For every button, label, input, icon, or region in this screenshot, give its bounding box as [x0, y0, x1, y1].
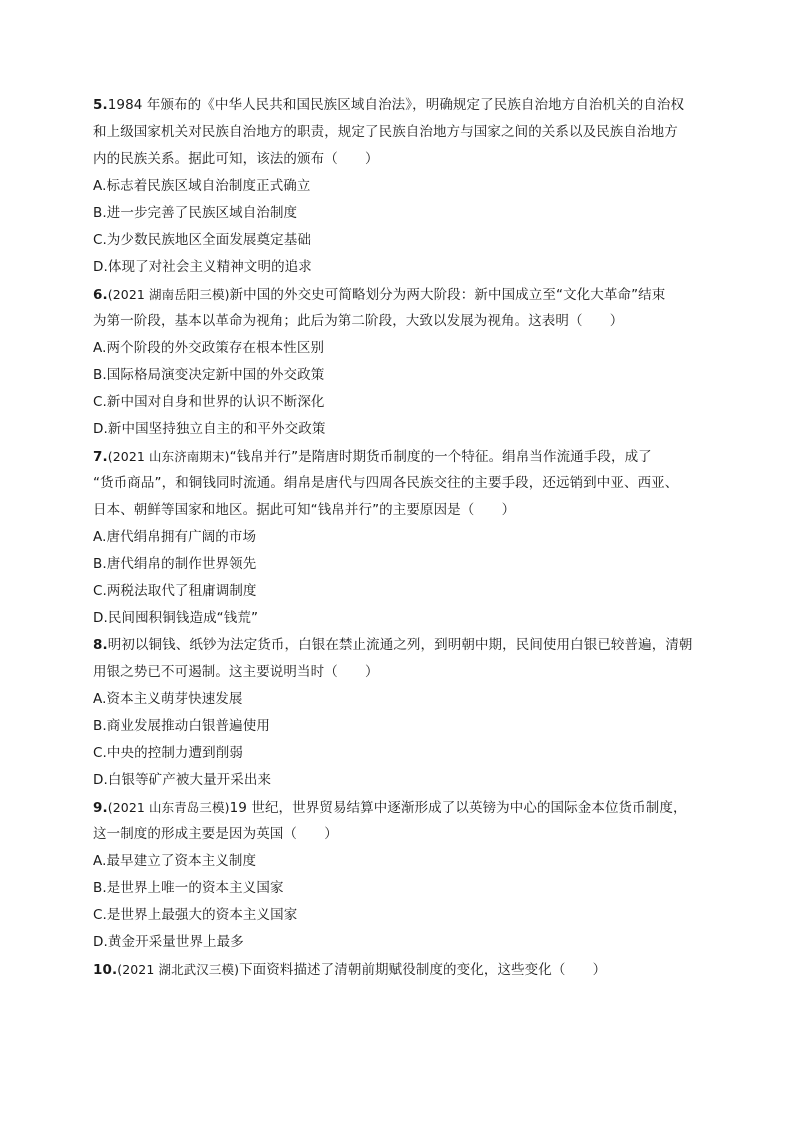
option-d: D.体现了对社会主义精神文明的追求: [93, 259, 312, 275]
option-c: C.新中国对自身和世界的认识不断深化: [93, 394, 325, 410]
question-stem-line: “货币商品”，和铜钱同时流通。绢帛是唐代与四周各民族交往的主要手段，还远销到中亚、西亚、: [93, 475, 679, 491]
option-b: B.是世界上唯一的资本主义国家: [93, 880, 284, 896]
question-stem-text: 19 世纪，世界贸易结算中逐渐形成了以英镑为中心的国际金本位货币制度，: [229, 800, 687, 816]
question-10: [93, 956, 708, 983]
question-stem-line: 日本、朝鲜等国家和地区。据此可知“钱帛并行”的主要原因是（ ）: [93, 502, 516, 518]
option-b: B.国际格局演变决定新中国的外交政策: [93, 367, 325, 383]
question-stem-line: 这一制度的形成主要是因为英国（ ）: [93, 826, 338, 842]
option-b: B.进一步完善了民族区域自治制度: [93, 205, 298, 221]
question-number: 8.: [93, 637, 108, 653]
question-stem-text: “钱帛并行”是隋唐时期货币制度的一个特征。绢帛当作流通手段，成了: [229, 449, 652, 465]
option-d: D.黄金开采量世界上最多: [93, 934, 244, 950]
question-number: 10.: [93, 962, 118, 978]
option-c: C.中央的控制力遭到削弱: [93, 745, 243, 761]
question-stem-line: [93, 443, 708, 470]
document-page: [93, 92, 708, 983]
question-number: 5.: [93, 97, 108, 113]
question-source: (2021 山东青岛三模): [107, 800, 230, 815]
question-number: 9.: [93, 800, 108, 816]
question-source: (2021 湖北武汉三模): [117, 962, 240, 977]
option-a: A.资本主义萌芽快速发展: [93, 691, 243, 707]
option-c: C.是世界上最强大的资本主义国家: [93, 907, 298, 923]
option-b: B.唐代绢帛的制作世界领先: [93, 556, 257, 572]
option-d: D.白银等矿产被大量开采出来: [93, 772, 272, 788]
question-stem-text: 新中国的外交史可简略划分为两大阶段：新中国成立至“文化大革命”结束: [229, 287, 666, 303]
question-number: 7.: [93, 449, 108, 465]
option-a: A.两个阶段的外交政策存在根本性区别: [93, 340, 325, 356]
question-number: 6.: [93, 287, 108, 303]
question-stem-line: [93, 281, 708, 308]
option-a: A.唐代绢帛拥有广阔的市场: [93, 529, 257, 545]
option-c: C.两税法取代了租庸调制度: [93, 583, 257, 599]
question-9: [93, 794, 708, 956]
question-5: [93, 92, 708, 281]
question-source: (2021 山东济南期末): [107, 449, 230, 464]
option-d: D.新中国坚持独立自主的和平外交政策: [93, 421, 326, 437]
question-6: [93, 281, 708, 443]
option-a: A.标志着民族区域自治制度正式确立: [93, 178, 311, 194]
question-source: (2021 湖南岳阳三模): [107, 287, 230, 302]
question-stem-text: 1984 年颁布的《中华人民共和国民族区域自治法》，明确规定了民族自治地方自治机关的自治权: [107, 97, 685, 113]
question-stem-line: [93, 956, 708, 983]
question-stem-line: [93, 632, 708, 659]
question-stem-line: [93, 92, 708, 119]
option-a: A.最早建立了资本主义制度: [93, 853, 257, 869]
option-c: C.为少数民族地区全面发展奠定基础: [93, 232, 311, 248]
question-stem-line: 和上级国家机关对民族自治地方的职责，规定了民族自治地方与国家之间的关系以及民族自治地方: [93, 124, 678, 140]
question-stem-line: 用银之势已不可遏制。这主要说明当时（ ）: [93, 664, 379, 680]
question-stem-line: [93, 794, 708, 821]
question-stem-text: 明初以铜钱、纸钞为法定货币，白银在禁止流通之列，到明朝中期，民间使用白银已较普遍，清朝: [107, 637, 693, 653]
option-d: D.民间囤积铜钱造成“钱荒”: [93, 610, 259, 626]
question-stem-text: 下面资料描述了清朝前期赋役制度的变化，这些变化（ ）: [239, 962, 607, 978]
question-7: [93, 443, 708, 632]
question-stem-line: 为第一阶段，基本以革命为视角；此后为第二阶段，大致以发展为视角。这表明（ ）: [93, 313, 624, 329]
question-8: [93, 632, 708, 794]
option-b: B.商业发展推动白银普遍使用: [93, 718, 270, 734]
question-stem-line: 内的民族关系。据此可知，该法的颁布（ ）: [93, 151, 379, 167]
